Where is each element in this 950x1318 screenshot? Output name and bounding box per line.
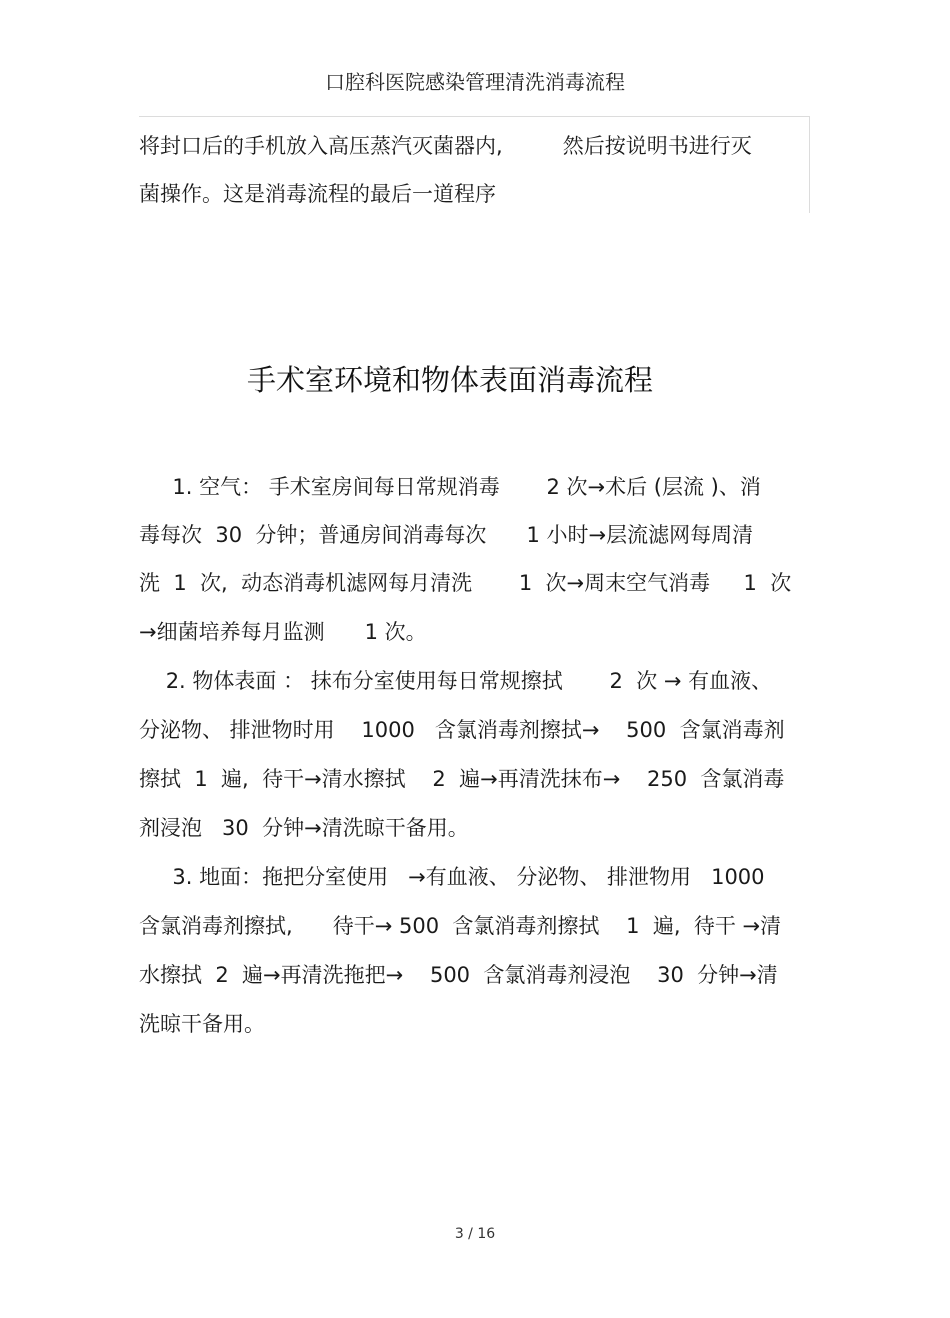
body-line: 毒每次 30 分钟；普通房间消毒每次 1 小时→层流滤网每周清 xyxy=(139,523,754,547)
body-line: 分泌物、 排泄物时用 1000 含氯消毒剂擦拭→ 500 含氯消毒剂 xyxy=(139,718,785,742)
body-line: 水擦拭 2 遍→再清洗拖把→ 500 含氯消毒剂浸泡 30 分钟→清 xyxy=(139,963,778,987)
intro-line: 将封口后的手机放入高压蒸汽灭菌器内, 然后按说明书进行灭 xyxy=(139,134,752,158)
intro-line: 菌操作。这是消毒流程的最后一道程序 xyxy=(139,182,496,206)
body-line: 洗晾干备用。 xyxy=(139,1012,265,1036)
page-number: 3 / 16 xyxy=(454,1226,496,1242)
body-line: 含氯消毒剂擦拭, 待干→ 500 含氯消毒剂擦拭 1 遍, 待干 →清 xyxy=(139,914,782,938)
body-line: 擦拭 1 遍, 待干→清水擦拭 2 遍→再清洗抹布→ 250 含氯消毒 xyxy=(139,767,785,791)
body-line: 洗 1 次, 动态消毒机滤网每月清洗 1 次→周末空气消毒 1 次 xyxy=(139,571,792,595)
running-header: 口腔科医院感染管理清洗消毒流程 xyxy=(325,70,625,94)
body-line: 剂浸泡 30 分钟→清洗晾干备用。 xyxy=(139,816,469,840)
body-line: 3. 地面：拖把分室使用 →有血液、 分泌物、 排泄物用 1000 xyxy=(139,865,765,889)
intro-paragraph xyxy=(139,116,810,213)
section-title: 手术室环境和物体表面消毒流程 xyxy=(246,363,653,397)
body-line: →细菌培养每月监测 1 次。 xyxy=(139,620,427,644)
body-line: 1. 空气： 手术室房间每日常规消毒 2 次→术后 (层流 )、消 xyxy=(139,475,761,499)
body-line: 2. 物体表面 ： 抹布分室使用每日常规擦拭 2 次 → 有血液、 xyxy=(139,669,773,693)
